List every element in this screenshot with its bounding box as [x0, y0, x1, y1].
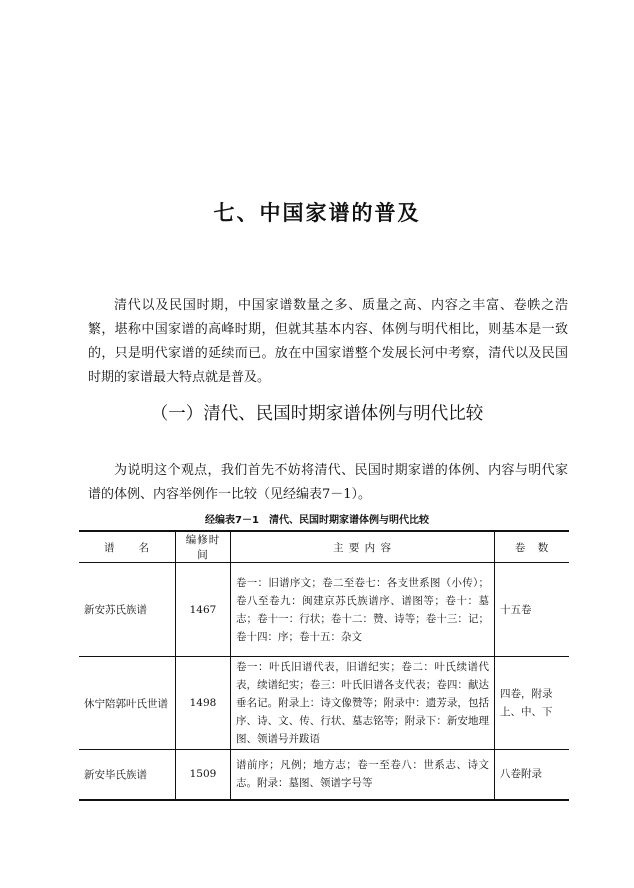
table-caption: 经编表7－1 清代、民国时期家谱体例与明代比较	[205, 515, 429, 526]
table-row	[79, 563, 569, 657]
header-year: 编修时间	[176, 531, 231, 563]
cell-volumes: 十五卷	[495, 563, 570, 657]
cell-content: 卷一：叶氏旧谱代表，旧谱纪实；卷二：叶氏续谱代表，续谱纪实；卷三：叶氏旧谱各支代表；卷四：献达垂名记。附录上：诗文像赞等；附录中：遗芳录，包括序、诗、文、传、行状、墓志铭等；附录下：新安地理图、领谱号并跋语	[231, 657, 495, 750]
comparison-table	[79, 530, 569, 801]
cell-content: 卷一：旧谱序文；卷二至卷七：各支世系图（小传）；卷八至卷九：闽建京苏氏族谱序、谱图等；卷十：墓志；卷十一：行状；卷十二：赞、诗等；卷十三：记；卷十四：序；卷十五：杂文	[231, 563, 495, 657]
intro-paragraph	[88, 294, 568, 390]
cell-volumes: 四卷，附录上、中、下	[495, 657, 570, 750]
cell-volumes: 八卷附录	[495, 750, 570, 800]
explanation-paragraph	[88, 459, 568, 507]
cell-name: 休宁陪郭叶氏世谱	[79, 657, 176, 750]
table-row	[79, 750, 569, 800]
section-title: （一）清代、民国时期家谱体例与明代比较	[150, 404, 484, 424]
chapter-title: 七、中国家谱的普及	[213, 200, 421, 225]
header-content: 主 要 内 容	[231, 531, 495, 563]
explanation-text: 为说明这个观点，我们首先不妨将清代、民国时期家谱的体例、内容与明代家谱的体例、内容举例作一比较（见经编表7－1）。	[88, 463, 568, 502]
cell-year: 1509	[176, 750, 231, 800]
table-row	[79, 657, 569, 750]
header-name: 谱 名	[79, 531, 176, 563]
table-header-row	[79, 531, 569, 563]
cell-name: 新安苏氏族谱	[79, 563, 176, 657]
intro-text: 清代以及民国时期，中国家谱数量之多、质量之高、内容之丰富、卷帙之浩繁，堪称中国家谱的高峰时期，但就其基本内容、体例与明代相比，则基本是一致的，只是明代家谱的延续而已。放在中国家谱整个发展长河中考察，清代以及民国时期的家谱最大特点就是普及。	[88, 298, 568, 385]
header-volumes: 卷 数	[495, 531, 570, 563]
cell-year: 1498	[176, 657, 231, 750]
cell-name: 新安毕氏族谱	[79, 750, 176, 800]
cell-content: 谱前序；凡例；地方志；卷一至卷八：世系志、诗文志。附录：墓图、领谱字号等	[231, 750, 495, 800]
cell-year: 1467	[176, 563, 231, 657]
